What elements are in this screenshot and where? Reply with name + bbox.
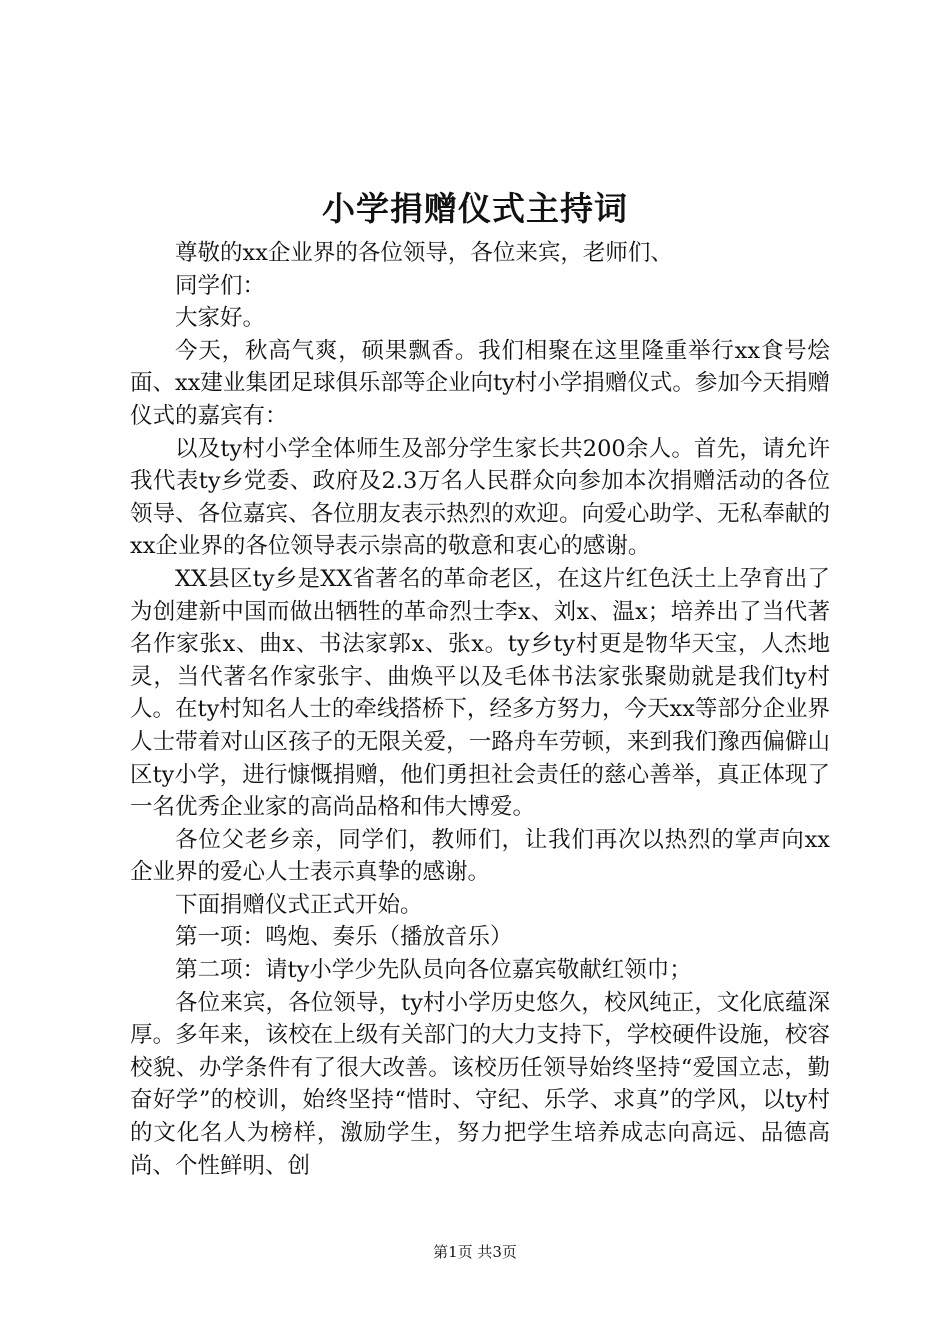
- page-number-footer: 第1页 共3页: [433, 1243, 517, 1261]
- paragraph-greeting-cont: 同学们：: [175, 272, 266, 299]
- paragraph-item-1: 第一项：鸣炮、奏乐（播放音乐）: [175, 924, 513, 951]
- paragraph-thanks: 各位父老乡亲，同学们，教师们，让我们再次以热烈的掌声向xx企业界的爱心人士表示真挚的感谢。: [130, 826, 830, 886]
- paragraph-history: XX县区ty乡是XX省著名的革命老区，在这片红色沃土上孕育出了为创建新中国而做出牺牲的革命烈士李x、刘x、温x；培养出了当代著名作家张x、曲x、书法家郭x、张x。ty乡ty村更是物华天宝，人杰地灵，当代著名作家张宇、曲焕平以及毛体书法家张聚勋就是我们ty村人。在ty村知名人士的牵线搭桥下，经多方努力，今天xx等部分企业界人士带着对山区孩子的无限关爱，一路舟车劳顿，来到我们豫西偏僻山区ty小学，进行慷慨捐赠，他们勇担社会责任的慈心善举，真正体现了一名优秀企业家的高尚品格和伟大博爱。: [130, 565, 830, 821]
- document-body: [130, 237, 830, 1182]
- paragraph-hello: 大家好。: [175, 305, 266, 332]
- document-title: 小学捐赠仪式主持词: [322, 189, 628, 228]
- paragraph-opening: 今天，秋高气爽，硕果飘香。我们相聚在这里隆重举行xx食号烩面、xx建业集团足球俱乐部等企业向ty村小学捐赠仪式。参加今天捐赠仪式的嘉宾有：: [130, 337, 830, 429]
- paragraph-greeting: 尊敬的xx企业界的各位领导，各位来宾，老师们、: [175, 240, 673, 266]
- paragraph-start: 下面捐赠仪式正式开始。: [175, 891, 423, 918]
- paragraph-welcome: 以及ty村小学全体师生及部分学生家长共200余人。首先，请允许我代表ty乡党委、政府及2.3万名人民群众向参加本次捐赠活动的各位领导、各位嘉宾、各位朋友表示热烈的欢迎。向爱心助学、无私奉献的xx企业界的各位领导表示崇高的敬意和衷心的感谢。: [130, 435, 830, 560]
- paragraph-item-2: 第二项：请ty小学少先队员向各位嘉宾敬献红领巾；: [175, 957, 692, 984]
- paragraph-school: 各位来宾，各位领导，ty村小学历史悠久，校风纯正，文化底蕴深厚。多年来，该校在上级有关部门的大力支持下，学校硬件设施，校容校貌、办学条件有了很大改善。该校历任领导始终坚持“爱国立志，勤奋好学”的校训，始终坚持“惜时、守纪、乐学、求真”的学风，以ty村的文化名人为榜样，激励学生，努力把学生培养成志向高远、品德高尚、个性鲜明、创: [130, 989, 830, 1179]
